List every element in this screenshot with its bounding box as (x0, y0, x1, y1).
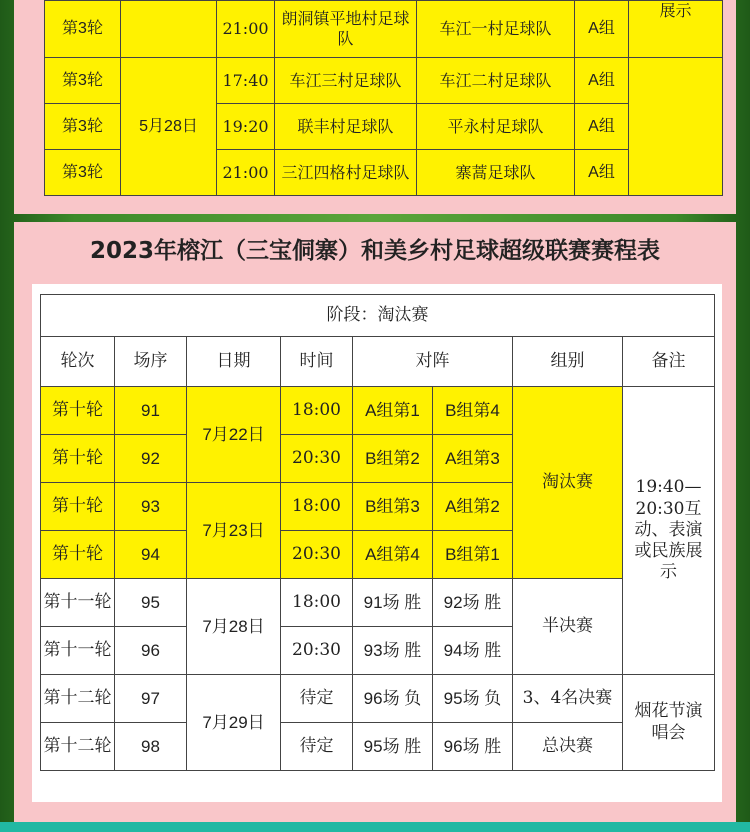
home-team-cell: 朗洞镇平地村足球队 (275, 1, 417, 58)
match-number-cell: 95 (115, 579, 187, 627)
round-cell: 第3轮 (45, 104, 121, 150)
home-team-cell: 93场 胜 (353, 627, 433, 675)
match-number-cell: 92 (115, 435, 187, 483)
time-cell: 19:20 (217, 104, 275, 150)
time-cell: 20:30 (281, 627, 353, 675)
time-cell: 21:00 (217, 1, 275, 58)
stage-label: 阶段：淘汰赛 (41, 295, 715, 337)
match-number-cell: 91 (115, 387, 187, 435)
stage-row (41, 295, 715, 337)
time-cell: 18:00 (281, 483, 353, 531)
group-cell: A组 (575, 150, 629, 196)
home-team-cell: 91场 胜 (353, 579, 433, 627)
round-cell: 第十二轮 (41, 675, 115, 723)
table-row (41, 675, 715, 723)
table-row (41, 723, 715, 771)
header-round: 轮次 (41, 337, 115, 387)
date-cell: 5月28日 (121, 58, 217, 196)
group-cell: 半决赛 (513, 579, 623, 675)
match-number-cell: 94 (115, 531, 187, 579)
away-team-cell: 车江二村足球队 (417, 58, 575, 104)
header-group: 组别 (513, 337, 623, 387)
home-team-cell: A组第4 (353, 531, 433, 579)
page-title: 2023年榕江（三宝侗寨）和美乡村足球超级联赛赛程表 (89, 238, 660, 264)
table-row (41, 387, 715, 435)
time-cell: 18:00 (281, 579, 353, 627)
match-number-cell: 96 (115, 627, 187, 675)
round-cell: 第十轮 (41, 435, 115, 483)
group-cell: A组 (575, 58, 629, 104)
round-cell: 第十二轮 (41, 723, 115, 771)
home-team-cell: B组第3 (353, 483, 433, 531)
round-cell: 第十轮 (41, 483, 115, 531)
home-team-cell: 三江四格村足球队 (275, 150, 417, 196)
away-team-cell: B组第1 (433, 531, 513, 579)
match-number-cell: 93 (115, 483, 187, 531)
round-cell: 第十一轮 (41, 627, 115, 675)
header-date: 日期 (187, 337, 281, 387)
round-cell: 第3轮 (45, 1, 121, 58)
time-cell: 待定 (281, 675, 353, 723)
note-cell: 烟花节演唱会 (623, 675, 715, 771)
away-team-cell: B组第4 (433, 387, 513, 435)
round-cell: 第3轮 (45, 150, 121, 196)
date-cell (121, 1, 217, 58)
header-row (41, 337, 715, 387)
top-schedule-table (44, 0, 723, 196)
away-team-cell: 92场 胜 (433, 579, 513, 627)
group-cell: A组 (575, 104, 629, 150)
away-team-cell: 95场 负 (433, 675, 513, 723)
time-cell: 20:30 (281, 435, 353, 483)
date-cell: 7月23日 (187, 483, 281, 579)
home-team-cell: 96场 负 (353, 675, 433, 723)
match-number-cell: 98 (115, 723, 187, 771)
header-time: 时间 (281, 337, 353, 387)
date-cell: 7月22日 (187, 387, 281, 483)
table-row (45, 1, 723, 58)
home-team-cell: 车江三村足球队 (275, 58, 417, 104)
home-team-cell: 联丰村足球队 (275, 104, 417, 150)
top-schedule-panel (14, 0, 736, 214)
away-team-cell: 96场 胜 (433, 723, 513, 771)
header-matchup: 对阵 (353, 337, 513, 387)
away-team-cell: 车江一村足球队 (417, 1, 575, 58)
away-team-cell: 平永村足球队 (417, 104, 575, 150)
match-number-cell: 97 (115, 675, 187, 723)
table-row (45, 58, 723, 104)
away-team-cell: A组第2 (433, 483, 513, 531)
home-team-cell: B组第2 (353, 435, 433, 483)
header-match: 场序 (115, 337, 187, 387)
group-cell: 总决赛 (513, 723, 623, 771)
away-team-cell: A组第3 (433, 435, 513, 483)
away-team-cell: 94场 胜 (433, 627, 513, 675)
bottom-accent-bar (0, 822, 750, 832)
knockout-schedule-table (40, 294, 715, 771)
table-row (41, 579, 715, 627)
time-cell: 21:00 (217, 150, 275, 196)
round-cell: 第十一轮 (41, 579, 115, 627)
group-cell: 淘汰赛 (513, 387, 623, 579)
home-team-cell: 95场 胜 (353, 723, 433, 771)
round-cell: 第十轮 (41, 387, 115, 435)
time-cell: 17:40 (217, 58, 275, 104)
time-cell: 待定 (281, 723, 353, 771)
time-cell: 18:00 (281, 387, 353, 435)
note-cell (629, 58, 723, 196)
header-note: 备注 (623, 337, 715, 387)
round-cell: 第3轮 (45, 58, 121, 104)
group-cell: 3、4名决赛 (513, 675, 623, 723)
date-cell: 7月29日 (187, 675, 281, 771)
time-cell: 20:30 (281, 531, 353, 579)
home-team-cell: A组第1 (353, 387, 433, 435)
date-cell: 7月28日 (187, 579, 281, 675)
note-cell: 展示 (629, 1, 723, 58)
group-cell: A组 (575, 1, 629, 58)
round-cell: 第十轮 (41, 531, 115, 579)
note-cell: 19:40—20:30互动、表演或民族展示 (623, 387, 715, 675)
away-team-cell: 寨蒿足球队 (417, 150, 575, 196)
